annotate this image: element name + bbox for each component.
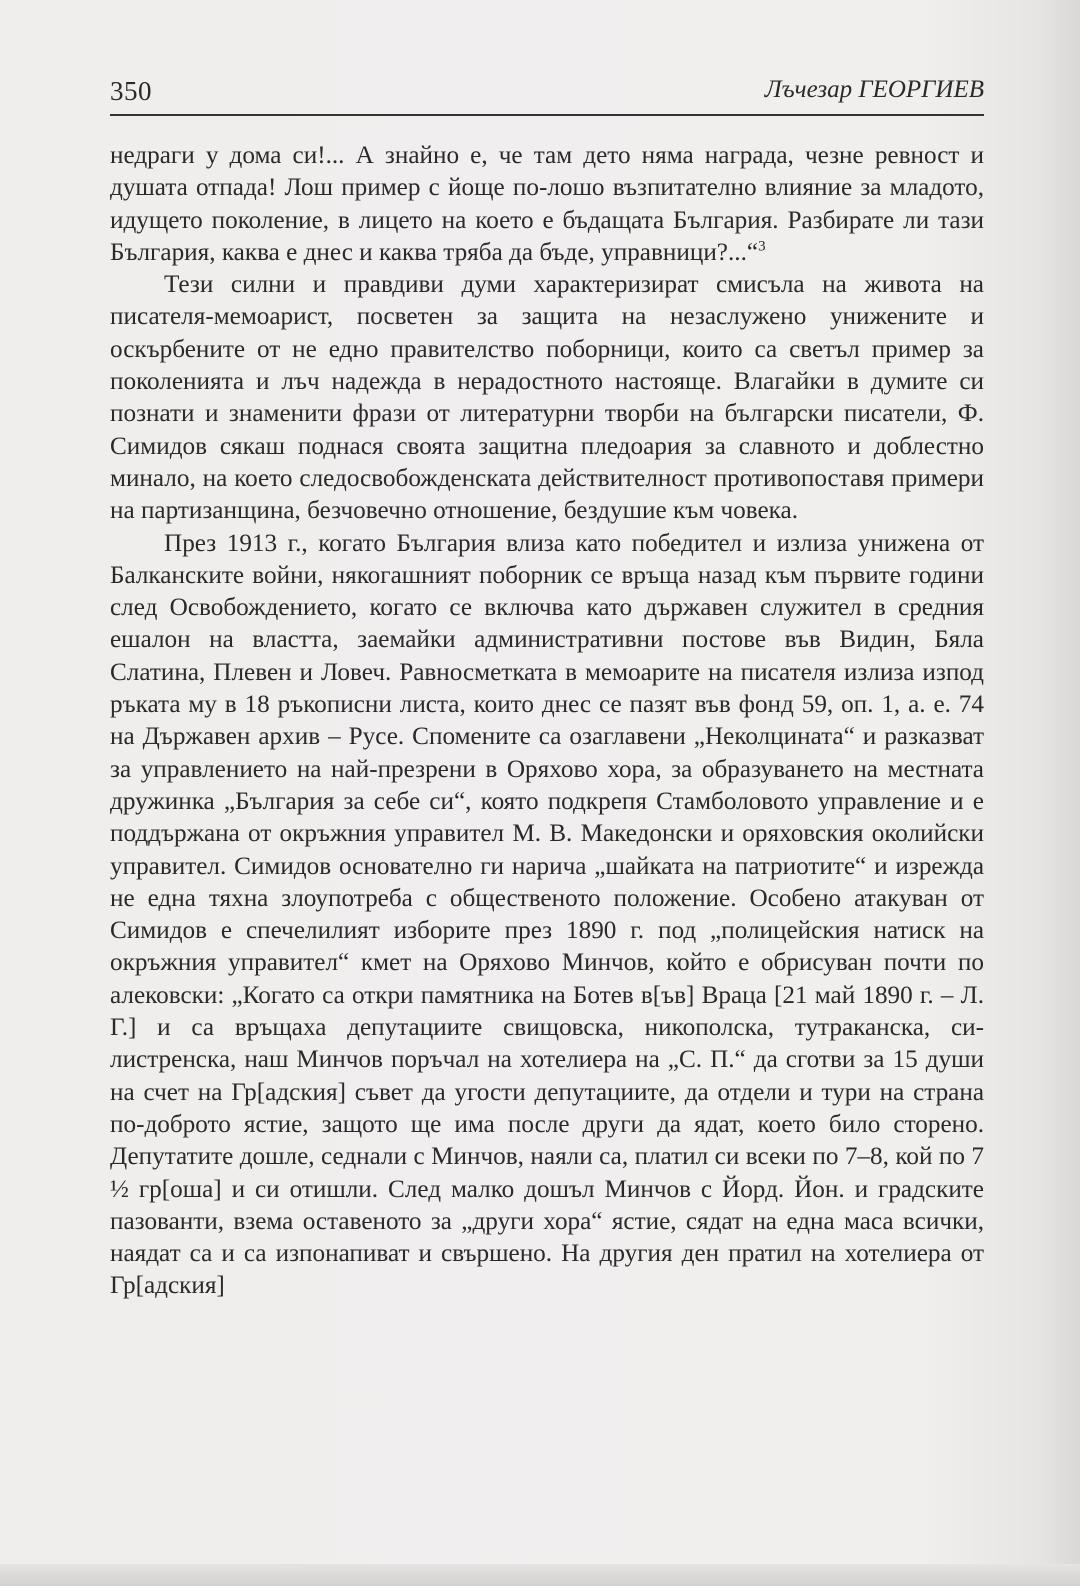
page-number: 350 [110, 76, 152, 106]
paragraph-1-text: недраги у дома си!... А знайно е, че там дето няма награда, чезне ревност и душата отпада! Лош пример с йоще по-лошо възпитателно влияние за младото, идущето поколение, в лицето на което е бъдащата България. Разбирате ли тази България, каква е днес и каква тряба да бъде, управници?...“ [110, 142, 984, 266]
footnote-marker[interactable]: 3 [758, 238, 766, 255]
running-head-author: Лъчезар ГЕОРГИЕВ [764, 76, 984, 103]
body-text [110, 140, 984, 1303]
paragraph-2: Тези силни и правдиви думи характеризират смисъла на живота на писателя-мемоарист, посветен за защита на незаслужено унижените и оскърбените от не едно правителство поборници, които са светъл пример за поколенията и лъч надежда в нерадостното настояще. Влагайки в думите си познати и знаменити фрази от литературни творби на български писатели, Ф. Симидов сякаш поднася своята защитна пледоария за славното и доблестно минало, на което следосвобожденската действителност противопоставя примери на партизанщина, безчовечно отношение, бездушие към човека. [110, 271, 984, 525]
paragraph-3: През 1913 г., когато България влиза като победител и излиза унижена от Балканските войни, някогашният поборник се връща назад към първите години след Освобождението, когато се включва като държавен служител в средния ешалон на властта, заемайки административни постове във Видин, Бяла Слатина, Плевен и Ловеч. Равносметката в мемоарите на писателя излиза изпод ръката му в 18 ръкописни листа, които днес се пазят във фонд 59, оп. 1, а. е. 74 на Държавен архив – Русе. Спомените са озаглавени „Неколцината“ и разказват за управлението на най-презрени в Оряхово хора, за образуването на местната дружинка „България за себе си“, която подкрепя Стамболовото управление и е поддържана от окръжния управител М. В. Македонски и оряховския околийски управител. Симидов основателно ги нарича „шайката на патриотите“ и изрежда не една тяхна злоупотреба с общественото положение. Особено атакуван от Симидов е спечелилият изборите през 1890 г. под „полицейския натиск на окръжния управител“ кмет на Оряхово Минчов, който е обрисуван почти по алековски: „Когато са откри памятника на Ботев в[ъв] Враца [21 май 1890 г. – Л. Г.] и са връщаха депутациите свищовска, никополска, тутраканска, силистренска, наш Минчов поръчал на хотелиера на „С. П.“ да сготви за 15 души на счет на Гр[адския] съвет да угости депутациите, да отдели и тури на страна по-доброто ястие, защото ще има после други да ядат, което било сторено. Депутатите дошле, седнали с Минчов, наяли са, платил си всеки по 7–8, кой по 7 ½ гр[оша] и си отишли. След малко дошъл Минчов с Йорд. Йон. и градските пазованти, взема оставеното за „други хора“ ястие, сядат на една маса всички, наядат са и са изпонапиват и свършено. На другия ден пратил на хотелиера от Гр[адския] [110, 529, 984, 1300]
page-bottom-edge [0, 1564, 1080, 1586]
page-header [110, 74, 984, 116]
paragraph-1 [110, 140, 984, 269]
